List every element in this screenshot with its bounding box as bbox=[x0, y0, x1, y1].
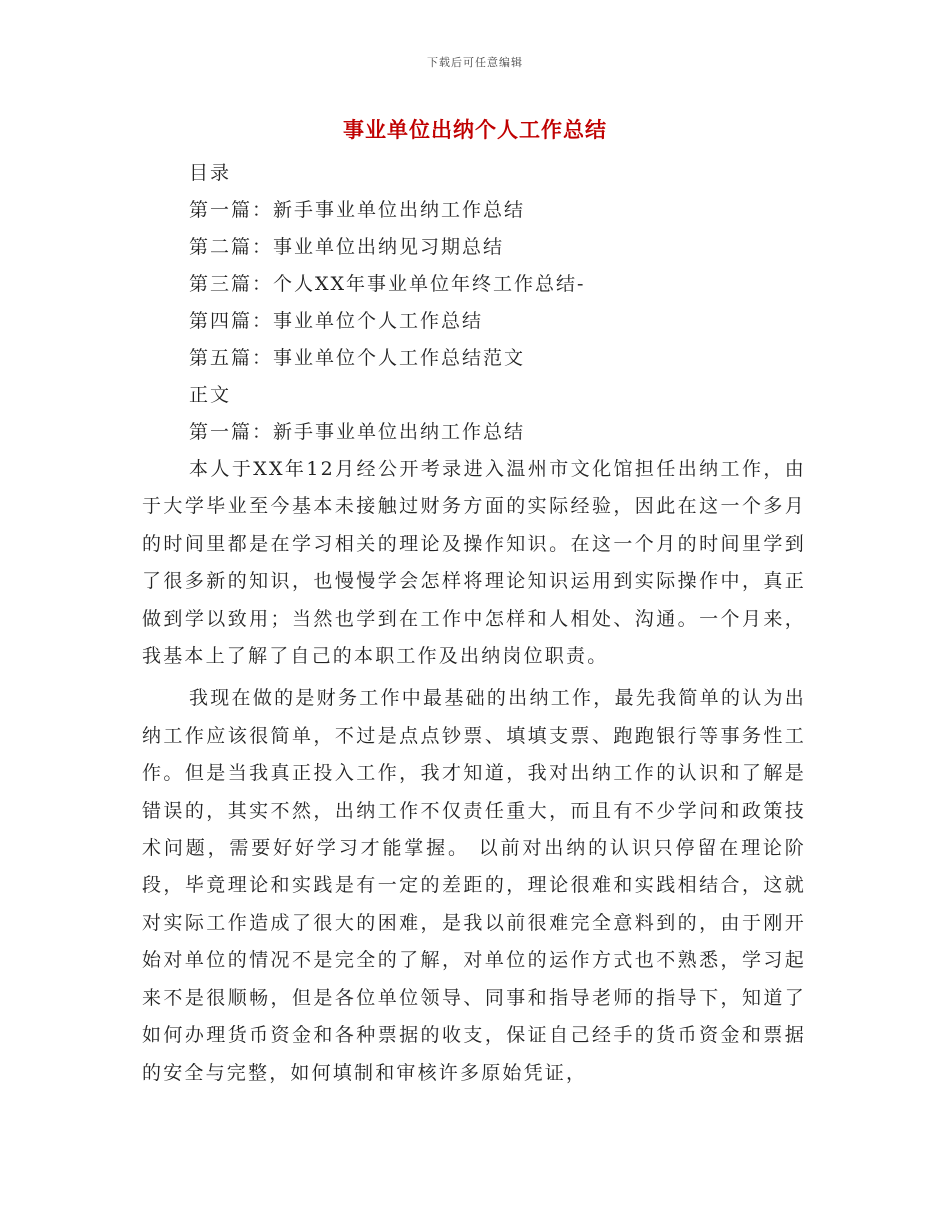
toc-item-5: 第五篇：事业单位个人工作总结范文 bbox=[189, 347, 526, 369]
table-of-contents bbox=[189, 158, 585, 454]
toc-item-1: 第一篇：新手事业单位出纳工作总结 bbox=[189, 199, 526, 221]
document-title: 事业单位出纳个人工作总结 bbox=[343, 117, 607, 142]
toc-heading: 目录 bbox=[189, 162, 232, 184]
paragraph-2: 我现在做的是财务工作中最基础的出纳工作，最先我简单的认为出纳工作应该很简单，不过是点点钞票、填填支票、跑跑银行等事务性工作。但是当我真正投入工作，我才知道，我对出纳工作的认识和了解是错误的，其实不然，出纳工作不仅责任重大，而且有不少学问和政策技术问题，需要好好学习才能掌握。 以前对出纳的认识只停留在理论阶段，毕竟理论和实践是有一定的差距的，理论很难和实践相结合，这就对实际工作造成了很大的困难，是我以前很难完全意料到的，由于刚开始对单位的情况不是完全的了解，对单位的运作方式也不熟悉，学习起来不是很顺畅，但是各位单位领导、同事和指导老师的指导下，知道了如何办理货币资金和各种票据的收支，保证自己经手的货币资金和票据的安全与完整，如何填制和审核许多原始凭证， bbox=[142, 687, 806, 1084]
body-text bbox=[142, 451, 806, 1092]
toc-item-3: 第三篇：个人XX年事业单位年终工作总结- bbox=[189, 273, 586, 295]
body-heading: 正文 bbox=[189, 384, 232, 406]
paragraph-1: 本人于XX年12月经公开考录进入温州市文化馆担任出纳工作，由于大学毕业至今基本未接触过财务方面的实际经验，因此在这一个多月的时间里都是在学习相关的理论及操作知识。在这一个月的时间里学到了很多新的知识，也慢慢学会怎样将理论知识运用到实际操作中，真正做到学以致用；当然也学到在工作中怎样和人相处、沟通。一个月来，我基本上了解了自己的本职工作及出纳岗位职责。 bbox=[142, 458, 806, 668]
toc-item-2: 第二篇：事业单位出纳见习期总结 bbox=[189, 236, 505, 258]
header-note: 下载后可任意编辑 bbox=[427, 56, 523, 69]
toc-item-4: 第四篇：事业单位个人工作总结 bbox=[189, 310, 484, 332]
section-heading: 第一篇：新手事业单位出纳工作总结 bbox=[189, 421, 526, 443]
